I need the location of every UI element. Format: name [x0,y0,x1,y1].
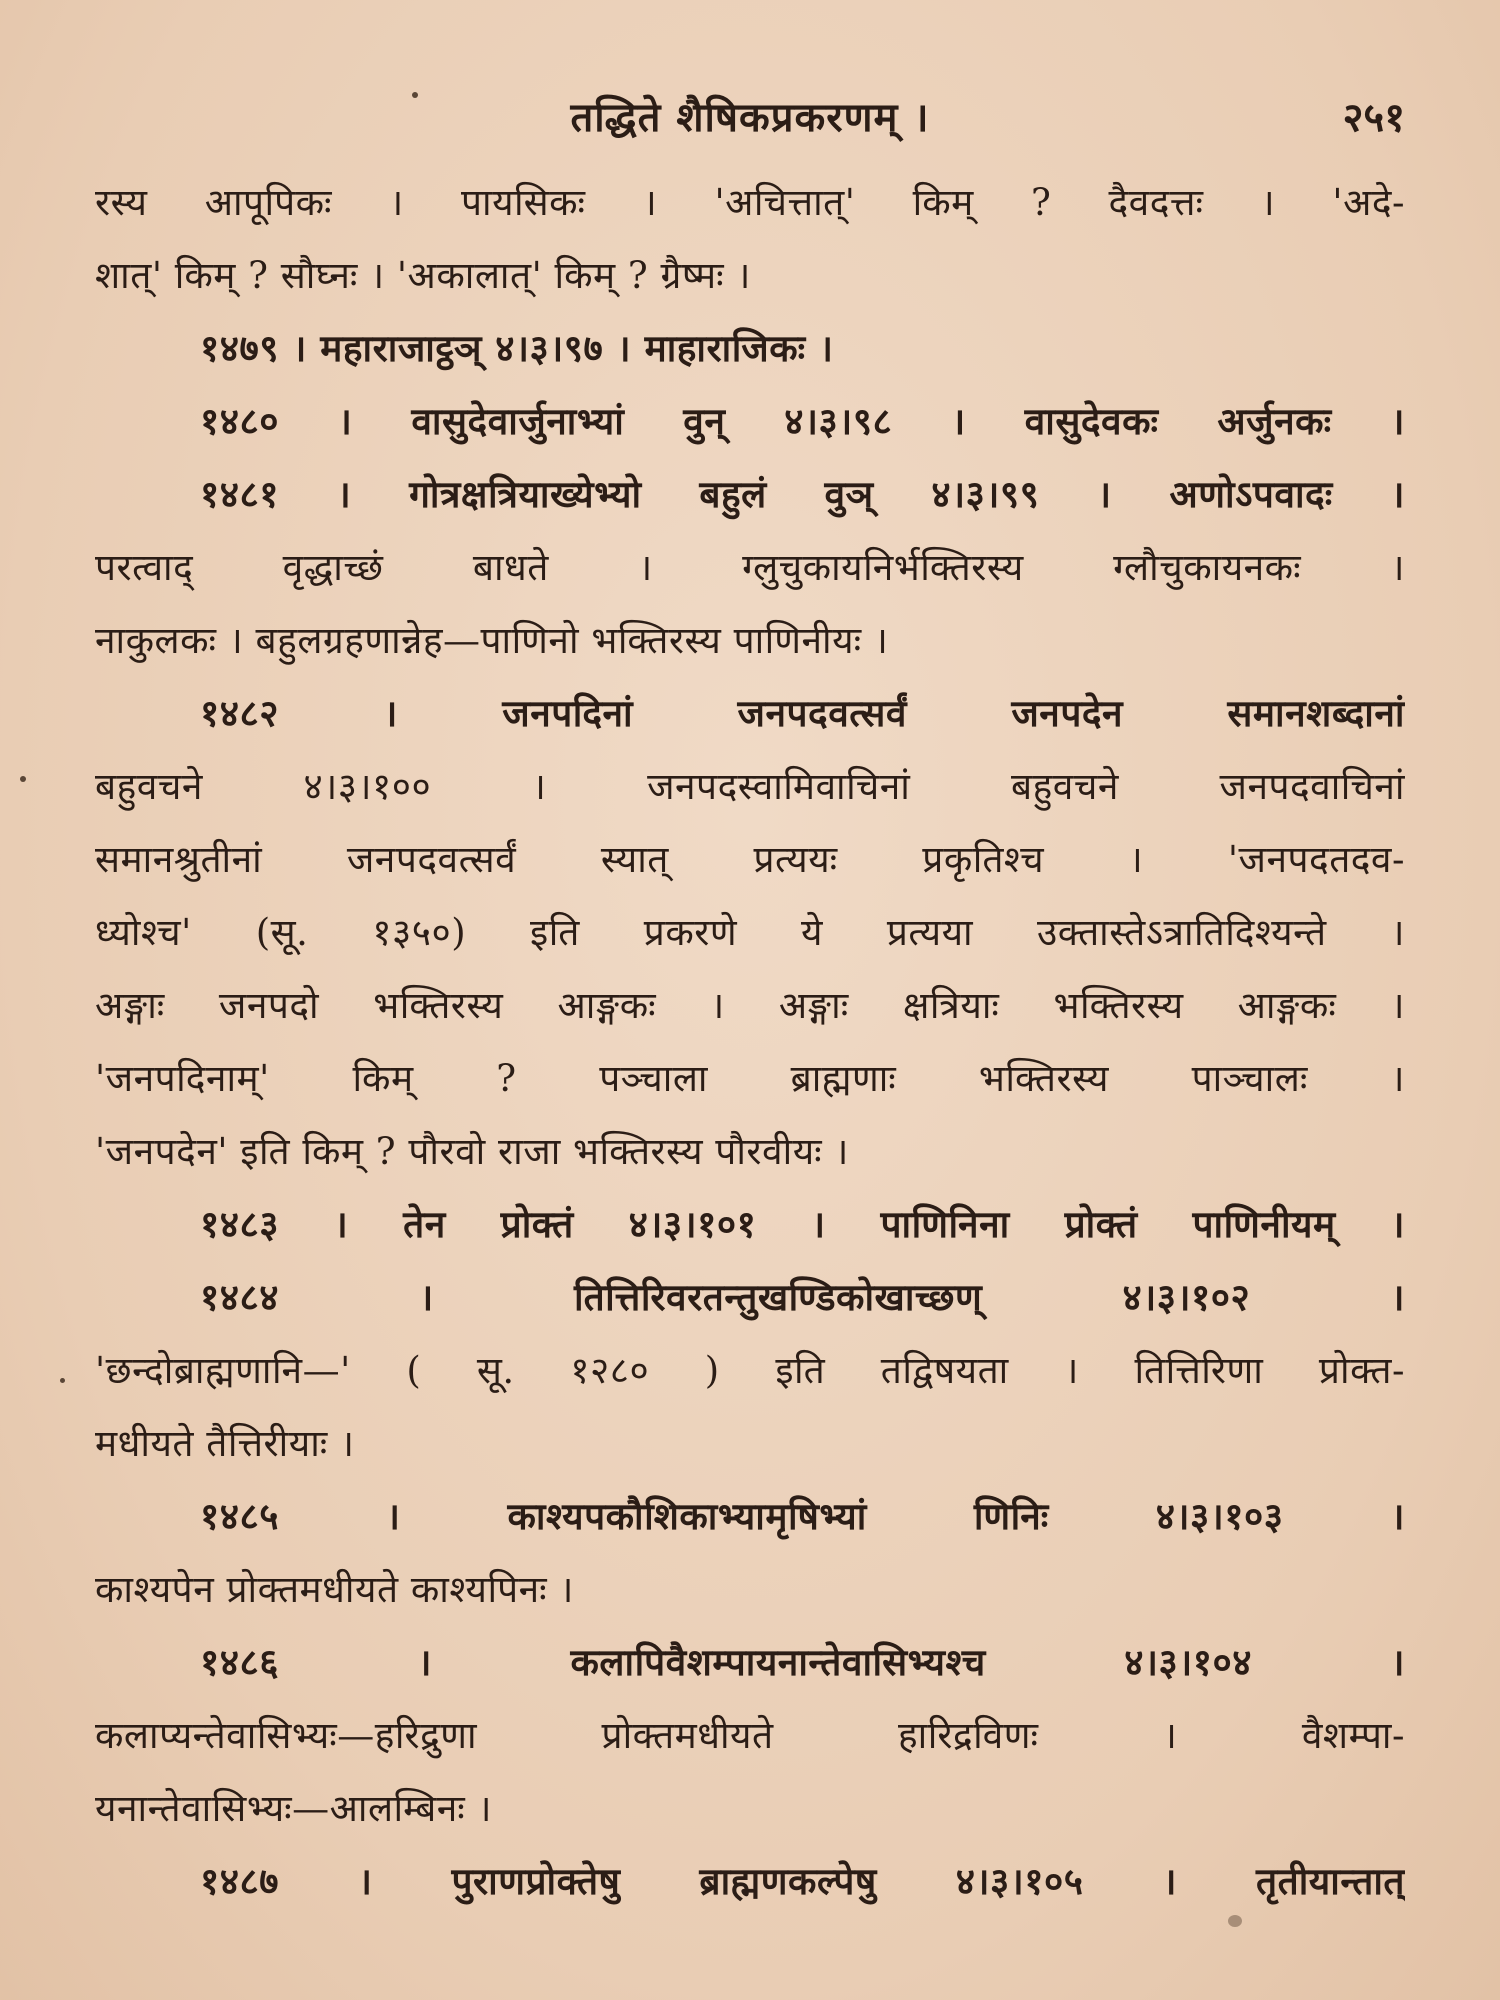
sutra-line: १४८७ । पुराणप्रोक्तेषु ब्राह्मणकल्पेषु ४।३।१०५ । तृतीयान्तात् [200,1859,1405,1903]
text-line: समानश्रुतीनां जनपदवत्सर्वं स्यात् प्रत्ययः प्रकृतिश्च । 'जनपदतदव- [95,838,1405,881]
text-line: बहुवचने ४।३।१०० । जनपदस्वामिवाचिनां बहुवचने जनपदवाचिनां [95,765,1405,808]
text-line: यनान्तेवासिभ्यः—आलम्बिनः । [95,1787,493,1830]
text-line: कलाप्यन्तेवासिभ्यः—हरिद्रुणा प्रोक्तमधीयते हारिद्रविणः । वैशम्पा- [95,1714,1405,1757]
sutra-line: १४८५ । काश्यपकौशिकाभ्यामृषिभ्यां णिनिः ४।३।१०३ । [200,1494,1405,1538]
sutra-line: १४८४ । तित्तिरिवरतन्तुखण्डिकोखाच्छण् ४।३।१०२ । [200,1275,1405,1319]
text-line: रस्य आपूपिकः । पायसिकः । 'अचित्तात्' किम् ? दैवदत्तः । 'अदे- [95,181,1405,224]
text-line: शात्' किम् ? सौघ्नः । 'अकालात्' किम् ? ग्रैष्मः । [95,254,751,297]
text-line: काश्यपेन प्रोक्तमधीयते काश्यपिनः । [95,1568,574,1611]
ink-speck [60,1378,65,1383]
running-head: तद्धिते शैषिकप्रकरणम् । [570,94,930,141]
text-line: परत्वाद् वृद्धाच्छं बाधते । ग्लुचुकायनिर्भक्तिरस्य ग्लौचुकायनकः । [95,546,1405,589]
text-line: नाकुलकः । बहुलग्रहणान्नेह—पाणिनो भक्तिरस्य पाणिनीयः । [95,619,889,662]
text-line: 'जनपदेन' इति किम् ? पौरवो राजा भक्तिरस्य पौरवीयः । [95,1130,849,1173]
sutra-line: १४८३ । तेन प्रोक्तं ४।३।१०१ । पाणिनिना प्रोक्तं पाणिनीयम् । [200,1202,1405,1246]
text-line: ध्योश्च' (सू. १३५०) इति प्रकरणे ये प्रत्यया उक्तास्तेऽत्रातिदिश्यन्ते । [95,911,1405,954]
sutra-line: १४८० । वासुदेवार्जुनाभ्यां वुन् ४।३।९८ । वासुदेवकः अर्जुनकः । [200,399,1405,443]
sutra-line: १४८१ । गोत्रक्षत्रियाख्येभ्यो बहुलं वुञ् ४।३।९९ । अणोऽपवादः । [200,472,1405,516]
ink-speck [20,776,26,782]
page-header [95,70,1405,160]
sutra-line: १४८६ । कलापिवैशम्पायनान्तेवासिभ्यश्च ४।३।१०४ । [200,1640,1405,1684]
text-line: 'जनपदिनाम्' किम् ? पञ्चाला ब्राह्मणाः भक्तिरस्य पाञ्चालः । [95,1057,1405,1100]
text-line: अङ्गाः जनपदो भक्तिरस्य आङ्गकः । अङ्गाः क्षत्रियाः भक्तिरस्य आङ्गकः । [95,984,1405,1027]
page-number: २५१ [1342,94,1405,141]
sutra-line: १४७९ । महाराजाट्ठञ् ४।३।९७ । माहाराजिकः । [200,326,834,370]
book-page [95,70,1405,1918]
text-line: मधीयते तैत्तिरीयाः । [95,1422,355,1465]
sutra-line: १४८२ । जनपदिनां जनपदवत्सर्वं जनपदेन समानशब्दानां [200,691,1405,735]
text-line: 'छन्दोब्राह्मणानि—' ( सू. १२८० ) इति तद्विषयता । तित्तिरिणा प्रोक्त- [95,1349,1405,1392]
